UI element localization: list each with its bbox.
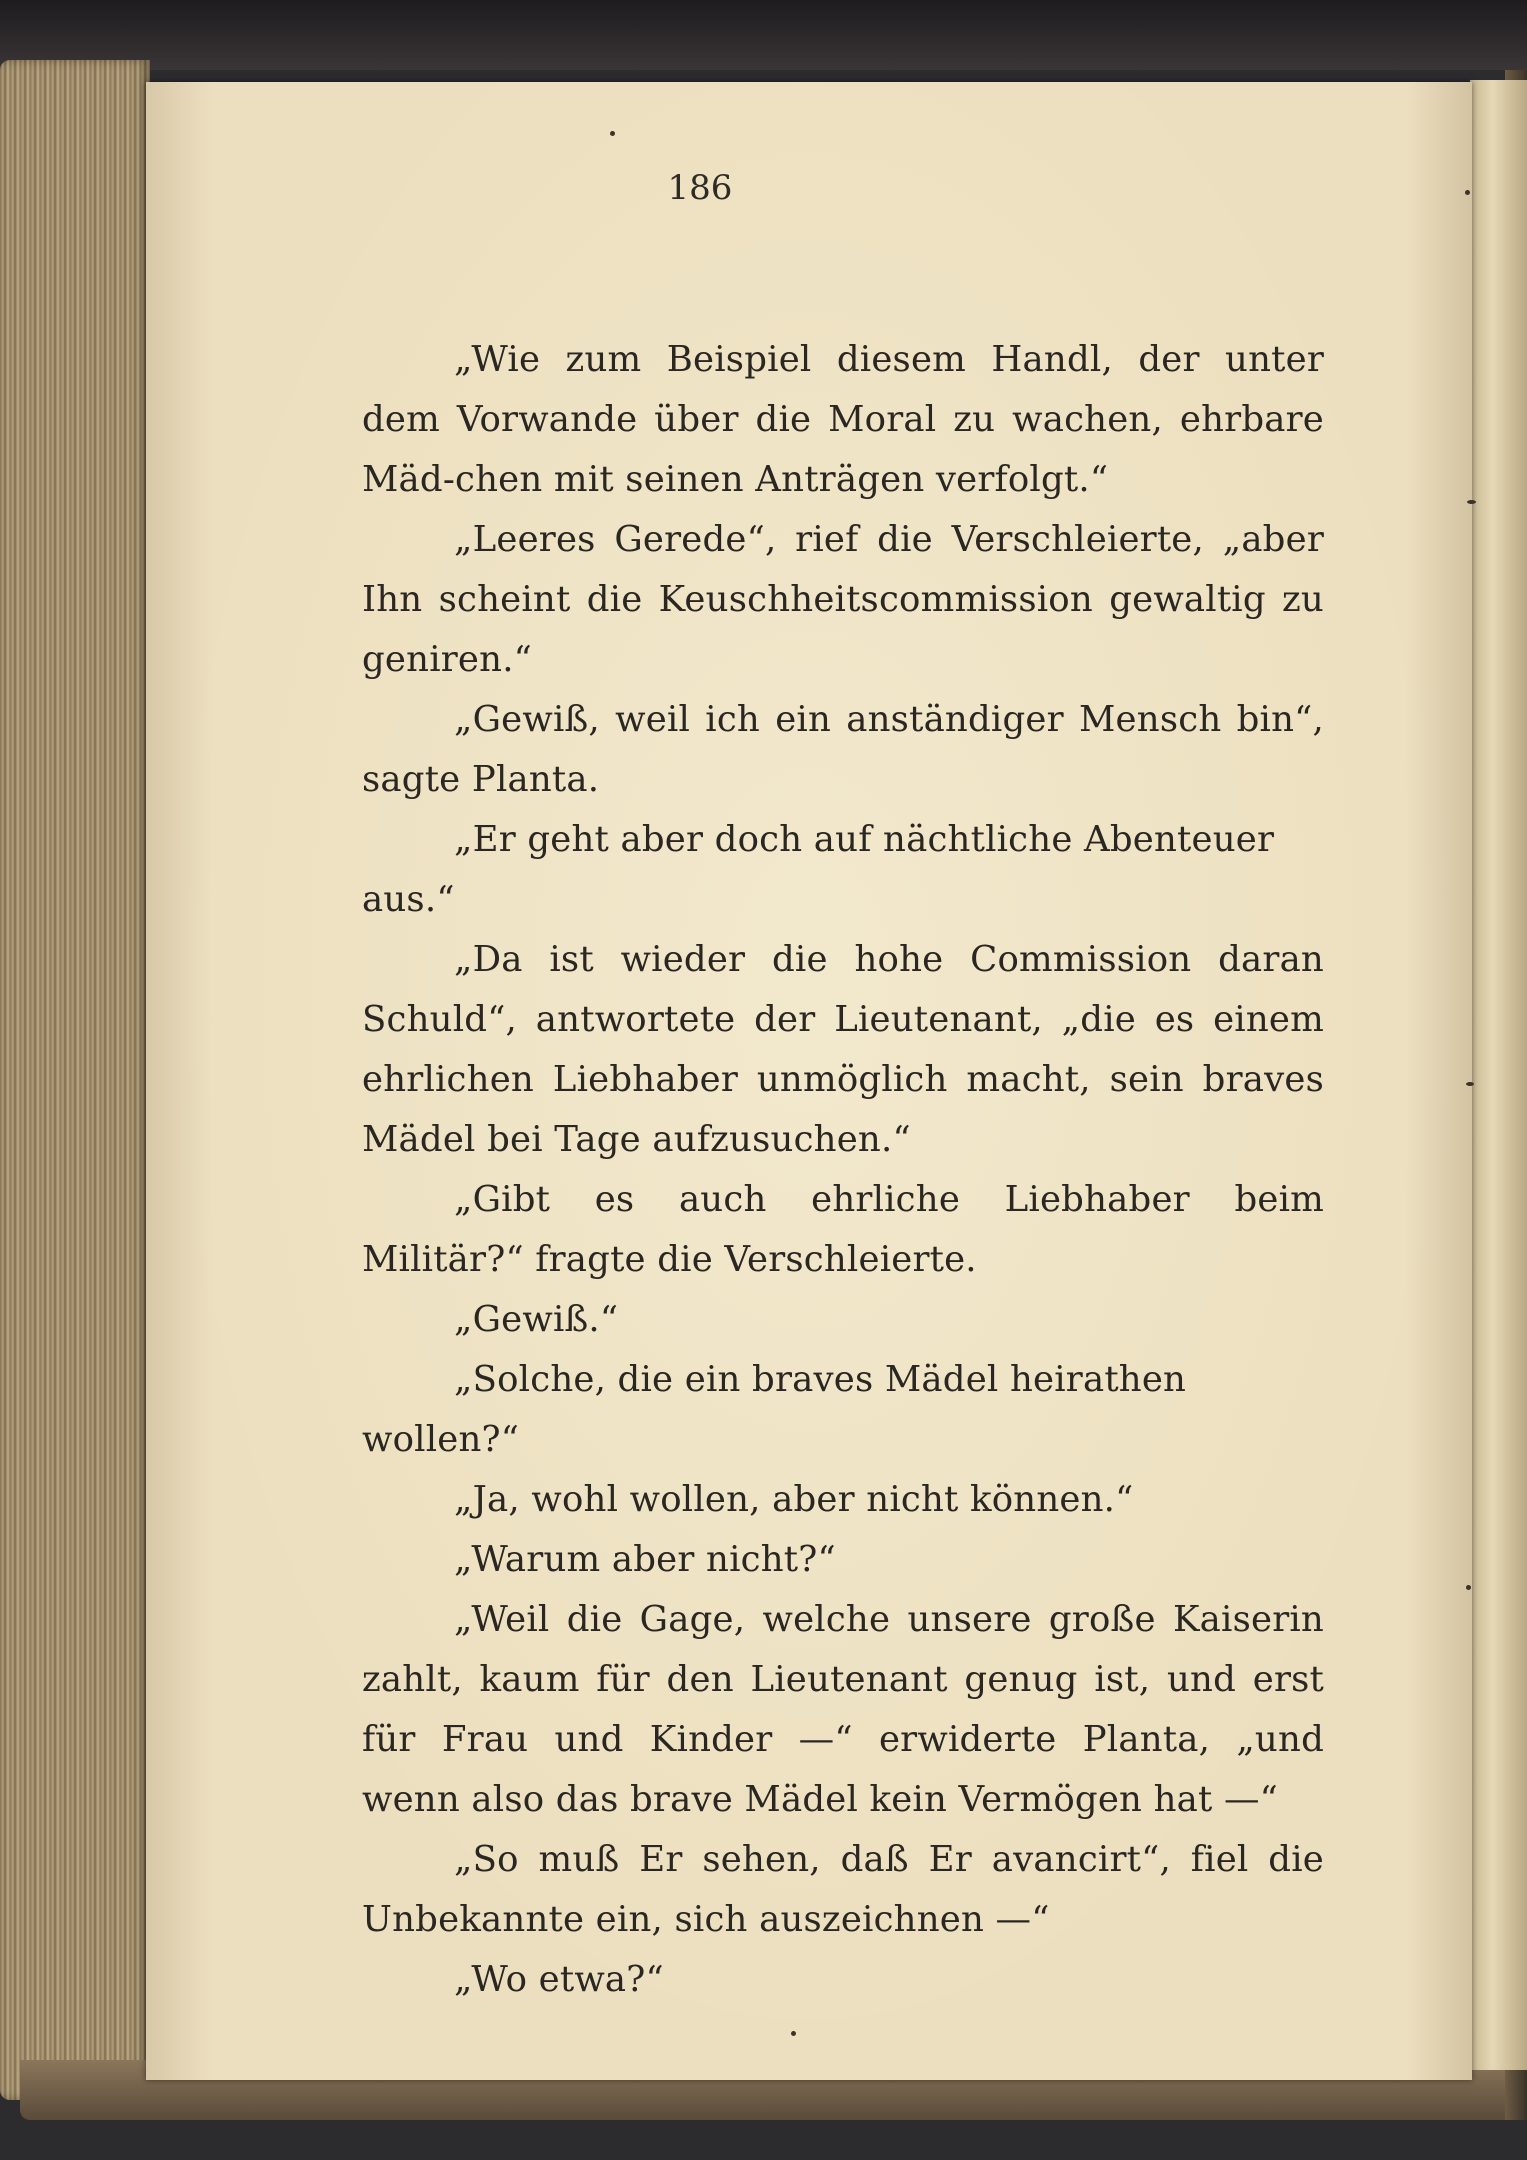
paragraph: „Leeres Gerede“, rief die Verschleierte, „aber Ihn scheint die Keuschheitscommission gewaltig zu geniren.“ [362,519,1324,680]
ink-speck [1466,1082,1474,1086]
stacked-page-edges [0,60,150,2100]
paragraph: „Wo etwa?“ [454,1959,664,2000]
ink-speck [610,131,615,136]
body-text [362,330,1324,2010]
ink-speck [1466,1585,1471,1590]
ink-speck [791,2031,796,2036]
paragraph: „Gewiß, weil ich ein anständiger Mensch bin“, sagte Planta. [362,699,1324,800]
paragraph: „Wie zum Beispiel diesem Handl, der unter dem Vorwande über die Moral zu wachen, ehrbare Mäd-chen mit seinen Anträgen verfolgt.“ [362,339,1324,500]
paragraph: „Gewiß.“ [454,1299,619,1340]
paragraph: „Er geht aber doch auf nächtliche Abenteuer aus.“ [362,819,1275,920]
facing-page-sliver [1470,80,1527,2070]
paragraph: „Solche, die ein braves Mädel heirathen wollen?“ [362,1359,1187,1460]
paragraph: „Warum aber nicht?“ [454,1539,836,1580]
page-number: 186 [667,168,733,208]
paragraph: „So muß Er sehen, daß Er avancirt“, fiel die Unbekannte ein, sich auszeichnen —“ [362,1839,1324,1940]
ink-speck [1465,190,1470,195]
paragraph: „Gibt es auch ehrliche Liebhaber beim Militär?“ fragte die Verschleierte. [362,1179,1324,1280]
book-cover-edge [0,0,1527,70]
paragraph: „Ja, wohl wollen, aber nicht können.“ [454,1479,1134,1520]
ink-speck [1467,500,1476,504]
paragraph: „Da ist wieder die hohe Commission daran Schuld“, antwortete der Lieutenant, „die es einem ehrlichen Liebhaber unmöglich macht, sein braves Mädel bei Tage aufzusuchen.“ [362,939,1324,1160]
paragraph: „Weil die Gage, welche unsere große Kaiserin zahlt, kaum für den Lieutenant genug ist, und erst für Frau und Kinder —“ erwiderte Planta, „und wenn also das brave Mädel kein Vermögen hat —“ [362,1599,1324,1820]
